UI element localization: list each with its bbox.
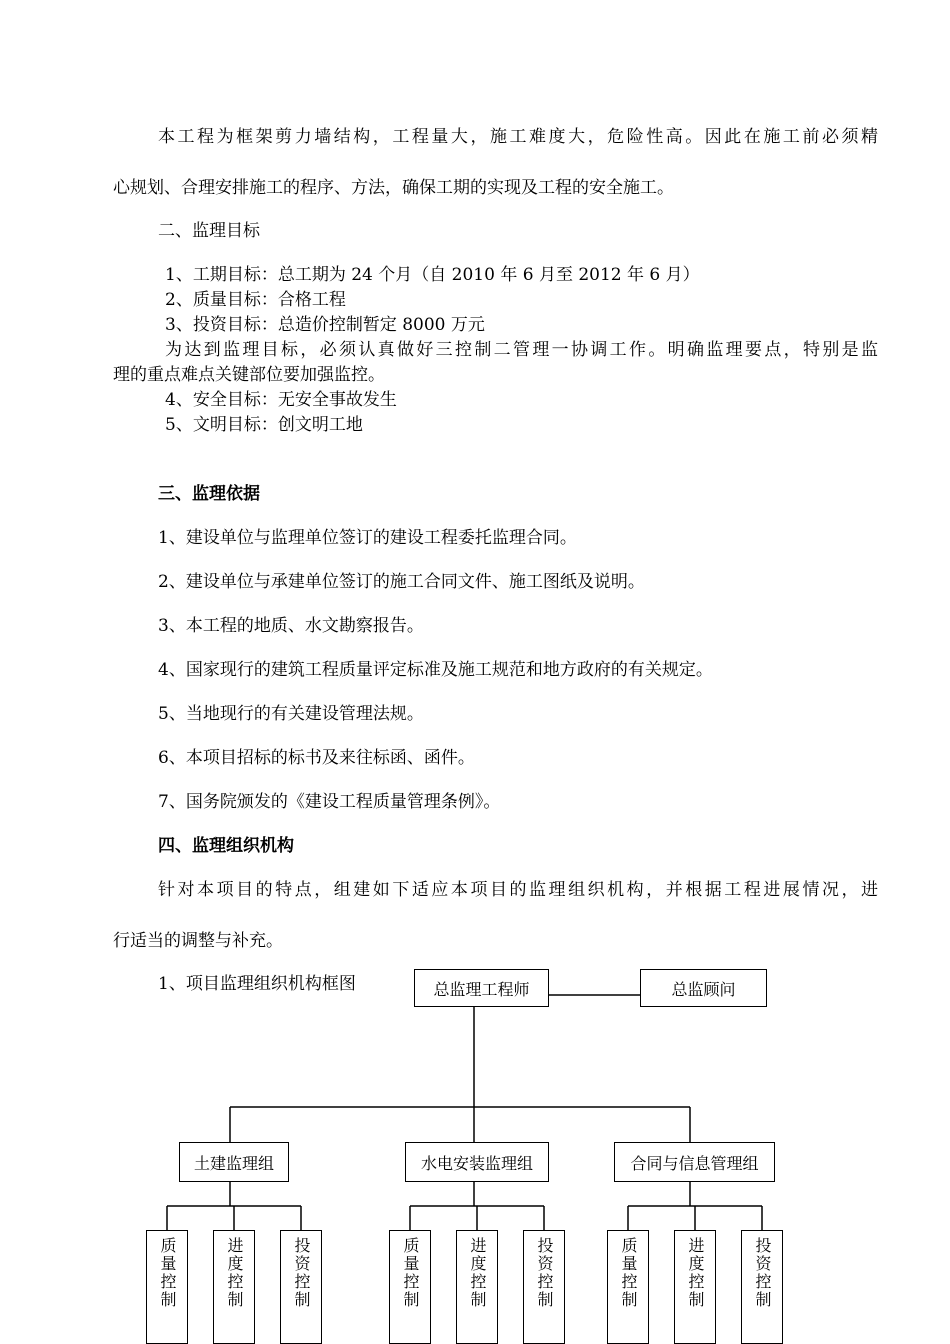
sub-label: 投资控制 bbox=[535, 1237, 554, 1309]
group-label: 土建监理组 bbox=[193, 1153, 274, 1173]
sub-box-investment bbox=[280, 1230, 322, 1344]
goal-investment: 3、投资目标：总造价控制暂定 8000 万元 bbox=[165, 315, 485, 335]
sub-label: 质量控制 bbox=[619, 1237, 638, 1309]
sub-box-quality bbox=[389, 1230, 431, 1344]
org-para-line-2: 行适当的调整与补充。 bbox=[113, 931, 283, 951]
intro-line-1: 本工程为框架剪力墙结构，工程量大，施工难度大，危险性高。因此在施工前必须精 bbox=[158, 127, 878, 147]
sub-label: 质量控制 bbox=[158, 1237, 177, 1309]
chief-engineer-label: 总监理工程师 bbox=[433, 979, 530, 999]
basis-item: 6、本项目招标的标书及来往标函、函件。 bbox=[158, 748, 475, 768]
chief-advisor-box bbox=[640, 969, 767, 1007]
goal-schedule: 1、工期目标：总工期为 24 个月（自 2010 年 6 月至 2012 年 6 月） bbox=[165, 265, 700, 285]
org-para-line-1: 针对本项目的特点，组建如下适应本项目的监理组织机构，并根据工程进展情况，进 bbox=[158, 880, 878, 900]
civil-group-box bbox=[179, 1142, 289, 1182]
sub-label: 投资控制 bbox=[753, 1237, 772, 1309]
goal-civilization: 5、文明目标：创文明工地 bbox=[165, 415, 363, 435]
sub-box-progress bbox=[213, 1230, 255, 1344]
goal-note-line-1: 为达到监理目标，必须认真做好三控制二管理一协调工作。明确监理要点，特别是监 bbox=[165, 340, 878, 360]
mep-group-box bbox=[405, 1142, 549, 1182]
section4-heading: 四、监理组织机构 bbox=[158, 836, 294, 856]
sub-label: 进度控制 bbox=[468, 1237, 487, 1309]
sub-box-investment bbox=[741, 1230, 783, 1344]
sub-label: 质量控制 bbox=[401, 1237, 420, 1309]
sub-box-quality bbox=[146, 1230, 188, 1344]
org-chart-caption: 1、项目监理组织机构框图 bbox=[158, 974, 356, 994]
group-label: 合同与信息管理组 bbox=[630, 1153, 759, 1173]
group-label: 水电安装监理组 bbox=[420, 1153, 533, 1173]
basis-item: 5、当地现行的有关建设管理法规。 bbox=[158, 704, 424, 724]
sub-label: 进度控制 bbox=[686, 1237, 705, 1309]
sub-box-quality bbox=[607, 1230, 649, 1344]
sub-box-progress bbox=[456, 1230, 498, 1344]
basis-item: 7、国务院颁发的《建设工程质量管理条例》。 bbox=[158, 792, 501, 812]
goal-note-line-2: 理的重点难点关键部位要加强监控。 bbox=[113, 365, 385, 385]
basis-item: 4、国家现行的建筑工程质量评定标准及施工规范和地方政府的有关规定。 bbox=[158, 660, 713, 680]
sub-box-progress bbox=[674, 1230, 716, 1344]
section2-heading: 二、监理目标 bbox=[158, 221, 260, 241]
contract-info-group-box bbox=[614, 1142, 775, 1182]
goal-safety: 4、安全目标：无安全事故发生 bbox=[165, 390, 397, 410]
basis-item: 1、建设单位与监理单位签订的建设工程委托监理合同。 bbox=[158, 528, 577, 548]
chief-engineer-box bbox=[414, 969, 549, 1007]
sub-label: 进度控制 bbox=[225, 1237, 244, 1309]
sub-label: 投资控制 bbox=[292, 1237, 311, 1309]
chief-advisor-label: 总监顾问 bbox=[671, 979, 736, 999]
goal-quality: 2、质量目标：合格工程 bbox=[165, 290, 346, 310]
intro-line-2: 心规划、合理安排施工的程序、方法，确保工期的实现及工程的安全施工。 bbox=[113, 178, 674, 198]
basis-item: 2、建设单位与承建单位签订的施工合同文件、施工图纸及说明。 bbox=[158, 572, 645, 592]
section3-heading: 三、监理依据 bbox=[158, 484, 260, 504]
sub-box-investment bbox=[523, 1230, 565, 1344]
basis-item: 3、本工程的地质、水文勘察报告。 bbox=[158, 616, 424, 636]
